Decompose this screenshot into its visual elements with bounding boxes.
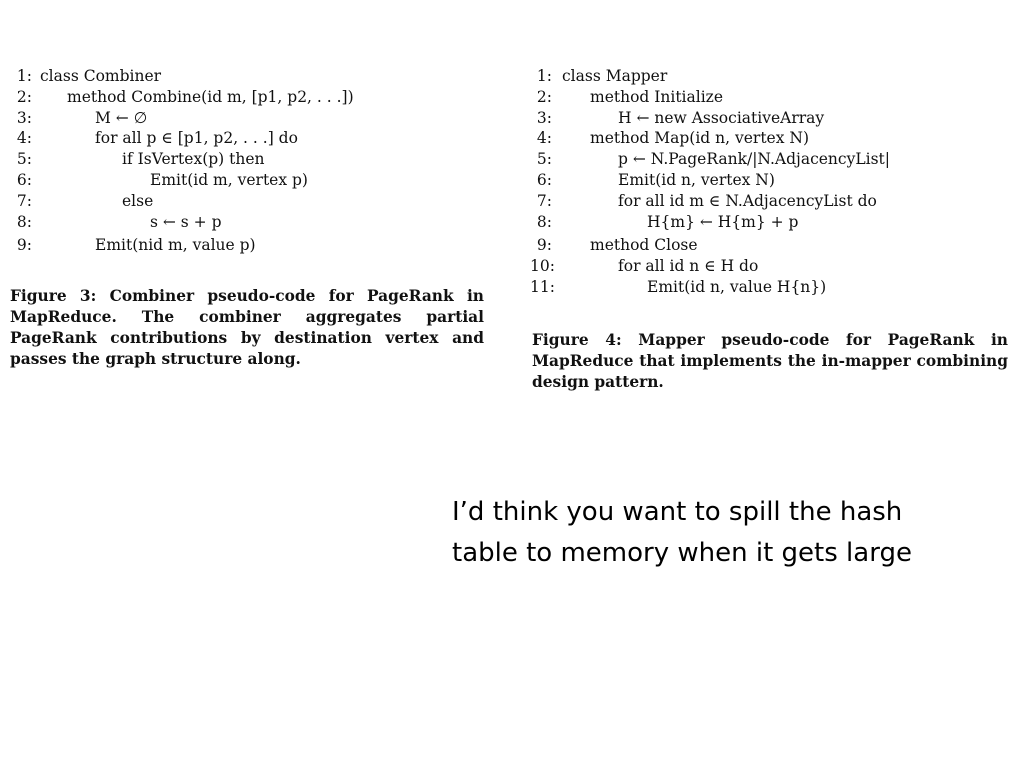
line-number: 8: [536, 212, 552, 231]
code-line [10, 212, 500, 233]
figure-4-caption: Figure 4: Mapper pseudo-code for PageRank in MapReduce that implements the in-mapper combining design pattern. [532, 331, 1008, 391]
code-line [10, 170, 500, 191]
line-number: 3: [16, 108, 32, 127]
line-number: 10: [530, 257, 555, 276]
code-text: Emit(nid m, value p) [95, 236, 256, 255]
line-number: 1: [536, 67, 552, 85]
code-text: else [122, 191, 154, 210]
code-text: p ← N.PageRank/|N.AdjacencyList| [618, 150, 891, 169]
code-line [530, 128, 1020, 149]
line-number: 9: [16, 236, 32, 255]
code-text: class Combiner [40, 67, 162, 85]
code-text: method Map(id n, vertex N) [590, 129, 810, 148]
line-number: 8: [16, 212, 32, 231]
code-text: method Combine(id m, [p1, p2, . . .]) [67, 87, 354, 106]
line-number: 5: [536, 150, 552, 169]
code-text: M ← ∅ [95, 108, 148, 127]
code-text: for all id n ∈ H do [618, 257, 759, 276]
line-number: 2: [16, 87, 32, 106]
line-number: 6: [16, 170, 32, 189]
code-line [10, 108, 500, 129]
code-line [10, 191, 500, 212]
line-number: 6: [536, 170, 552, 189]
line-number: 4: [536, 129, 552, 148]
line-number: 3: [536, 108, 552, 127]
code-line [10, 235, 500, 256]
code-text: H ← new AssociativeArray [618, 108, 825, 127]
code-text: H{m} ← H{m} + p [647, 212, 799, 231]
code-line [10, 66, 500, 87]
note-line-2: table to memory when it gets large [452, 538, 912, 568]
slide-note [452, 492, 1012, 574]
code-line [530, 66, 1020, 87]
code-line [530, 149, 1020, 170]
line-number: 4: [16, 129, 32, 148]
code-line [530, 277, 1020, 298]
line-number: 5: [16, 150, 32, 169]
line-number: 7: [16, 191, 32, 210]
code-line [530, 235, 1020, 256]
code-text: method Initialize [590, 87, 724, 106]
combiner-pseudocode [10, 66, 500, 256]
code-text: Emit(id n, vertex N) [618, 170, 775, 189]
line-number: 9: [536, 236, 552, 255]
code-line [10, 149, 500, 170]
line-number: 11: [530, 277, 555, 296]
line-number: 1: [16, 67, 32, 85]
note-line-1: I’d think you want to spill the hash [452, 497, 903, 527]
code-line [10, 87, 500, 108]
code-line [530, 170, 1020, 191]
code-line [530, 191, 1020, 212]
mapper-pseudocode [530, 66, 1020, 298]
code-text: class Mapper [562, 67, 668, 85]
code-line [530, 108, 1020, 129]
code-text: s ← s + p [150, 212, 222, 231]
line-number: 7: [536, 191, 552, 210]
code-text: for all p ∈ [p1, p2, . . .] do [95, 129, 298, 148]
code-line [530, 87, 1020, 108]
code-line [10, 128, 500, 149]
code-text: if IsVertex(p) then [122, 150, 265, 169]
code-line [530, 212, 1020, 233]
code-text: for all id m ∈ N.AdjacencyList do [618, 191, 877, 210]
code-line [530, 256, 1020, 277]
code-text: Emit(id n, value H{n}) [647, 277, 827, 296]
code-text: method Close [590, 236, 698, 255]
line-number: 2: [536, 87, 552, 106]
code-text: Emit(id m, vertex p) [150, 170, 308, 189]
figure-3-caption: Figure 3: Combiner pseudo-code for PageRank in MapReduce. The combiner aggregates partial PageRank contributions by destination vertex and passes the graph structure along. [10, 287, 484, 368]
